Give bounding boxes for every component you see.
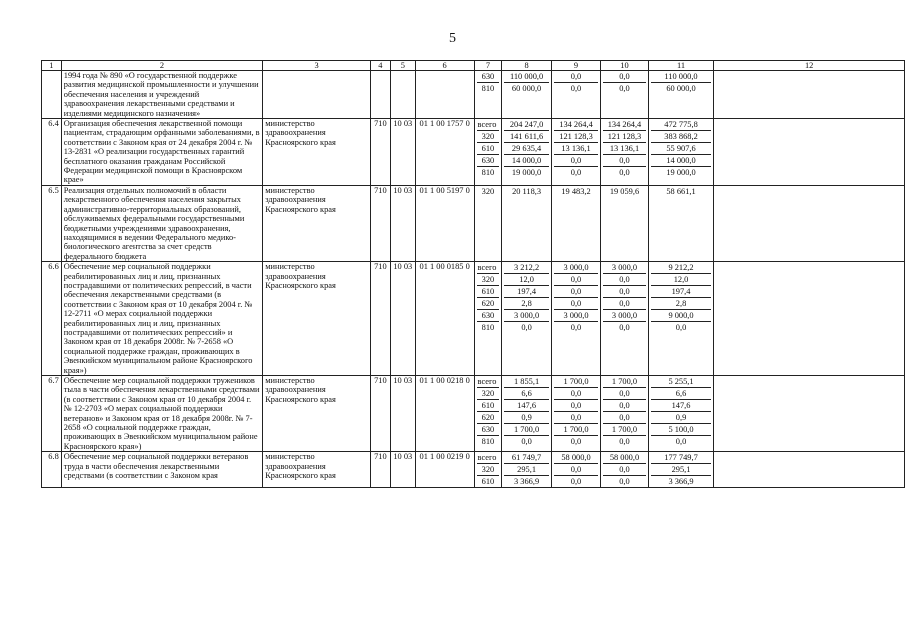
- section-code: [390, 71, 415, 119]
- amount-year-3: 0,0: [603, 388, 646, 400]
- expense-type-code: 620: [477, 411, 500, 423]
- responsible-ministry: министерство здравоохранения Красноярского края: [263, 185, 371, 261]
- responsible-ministry: министерство здравоохранения Красноярского края: [263, 376, 371, 452]
- amount-year-1: 3 000,0: [504, 310, 548, 322]
- notes-cell: [714, 376, 905, 452]
- amount-year-3: 121 128,3: [603, 131, 646, 143]
- section-code: 10 03: [390, 452, 415, 488]
- amount-year-2: 58 000,0: [554, 452, 598, 464]
- amount-total-cell: [648, 376, 714, 452]
- expense-type-code: всего: [477, 453, 497, 463]
- amount-total: 3 366,9: [668, 477, 694, 487]
- amount-year-3-cell: [601, 185, 649, 261]
- amount-year-2: 0,0: [554, 400, 598, 412]
- measure-name: Организация обеспечения лекарственной помощи пациентам, страдающим орфанными заболеваниями, в соответствии с Законом края от 24 декабря 2004 г. № 13-2831 «О реализации государственных гарантий бесплатного оказания гражданам Российской Федерации медицинской помощи в Красноярском крае»: [61, 119, 262, 186]
- amount-year-1: 3 366,9: [514, 477, 540, 487]
- expense-type-code: 620: [477, 297, 500, 309]
- amount-year-1: 14 000,0: [504, 155, 548, 167]
- amount-year-1: 295,1: [504, 464, 548, 476]
- amount-year-2: 1 700,0: [554, 376, 598, 388]
- column-header-1: 1: [42, 61, 62, 71]
- amount-total-cell: [648, 452, 714, 488]
- amount-total: 9 000,0: [651, 310, 712, 322]
- amount-year-1: 1 855,1: [504, 376, 548, 388]
- budget-table: [41, 60, 905, 488]
- ministry-code: [370, 71, 390, 119]
- responsible-ministry: министерство здравоохранения Красноярского края: [263, 452, 371, 488]
- amount-year-1: 29 635,4: [504, 143, 548, 155]
- page-number: 5: [449, 31, 456, 46]
- measure-name: Обеспечение мер социальной поддержки реабилитированных лиц и лиц, признанных пострадавшими от политических репрессий, в части обеспечения лекарственными средствами (в соответствии с Законом края от 10 декабря 2004 г. № 12-2711 «О мерах социальной поддержки реабилитированных лиц и лиц, признанных пострадавшими от политических репрессий» и Законом края от 18 декабря 2008г. № 7-2658 «О социальной поддержке граждан, проживающих в Эвенкийском муниципальном районе Красноярского края»): [61, 262, 262, 376]
- amount-year-2-cell: [551, 262, 600, 376]
- amount-year-2-cell: [551, 452, 600, 488]
- amount-year-3-cell: [601, 376, 649, 452]
- amount-year-3: 1 700,0: [603, 376, 646, 388]
- amount-total: 383 868,2: [651, 131, 712, 143]
- amount-year-1-cell: [502, 452, 551, 488]
- row-number: 6.4: [42, 119, 62, 186]
- ministry-code: 710: [370, 119, 390, 186]
- expense-type-code: 630: [477, 309, 500, 321]
- amount-year-2: 0,0: [570, 168, 582, 178]
- column-header-12: 12: [714, 61, 905, 71]
- amount-year-3: 3 000,0: [603, 262, 646, 274]
- expense-type-code: 610: [477, 475, 500, 487]
- measure-name: Обеспечение мер социальной поддержки тружеников тыла в части обеспечения лекарственными средствами (в соответствии с Законом края от 10 декабря 2004 г. № 12-2703 «О мерах социальной поддержки ветеранов» и Законом края от 18 декабря 2008г. № 7-2658 «О социальной поддержке граждан, проживающих в Эвенкийском муниципальном районе Красноярского края»): [61, 376, 262, 452]
- column-header-2: 2: [61, 61, 262, 71]
- amount-year-3: 19 059,6: [609, 186, 640, 196]
- expense-type-code-cell: [474, 119, 502, 186]
- amount-total: 197,4: [651, 286, 712, 298]
- amount-year-1: 12,0: [504, 274, 548, 286]
- target-article-code: 01 1 00 0185 0: [415, 262, 474, 376]
- table-row: [42, 452, 905, 488]
- amount-year-2: 19 483,2: [561, 186, 591, 196]
- amount-year-2: 0,0: [570, 437, 582, 446]
- amount-year-3: 0,0: [619, 477, 630, 487]
- amount-year-1: 0,0: [521, 437, 532, 446]
- amount-total: 6,6: [651, 388, 712, 400]
- amount-total: 295,1: [651, 464, 712, 476]
- expense-type-code: 810: [477, 435, 500, 447]
- amount-year-2: 0,0: [570, 477, 582, 487]
- amount-year-2-cell: [551, 376, 600, 452]
- amount-year-3-cell: [601, 452, 649, 488]
- measure-name: 1994 года № 890 «О государственной поддержке развития медицинской промышленности и улучшении обеспечения населения и учреждений здравоохранения лекарственными средствами и изделиями медицинского назначения»: [61, 71, 262, 119]
- column-header-7: 7: [474, 61, 502, 71]
- expense-type-code: 810: [477, 321, 500, 333]
- amount-year-2: 134 264,4: [554, 119, 598, 131]
- amount-year-3: 0,0: [619, 437, 630, 446]
- amount-year-1: 204 247,0: [504, 119, 548, 131]
- amount-year-2: 13 136,1: [554, 143, 598, 155]
- amount-year-1: 61 749,7: [504, 452, 548, 464]
- notes-cell: [714, 71, 905, 119]
- amount-year-3: 3 000,0: [603, 310, 646, 322]
- amount-total-cell: [648, 185, 714, 261]
- notes-cell: [714, 185, 905, 261]
- expense-type-code: 810: [477, 82, 500, 94]
- expense-type-code-cell: [474, 185, 502, 261]
- row-number: 6.8: [42, 452, 62, 488]
- amount-total: 0,0: [675, 323, 687, 333]
- amount-year-3: 0,0: [603, 286, 646, 298]
- amount-total: 0,9: [651, 412, 712, 424]
- column-number-header: [42, 61, 905, 71]
- section-code: 10 03: [390, 262, 415, 376]
- amount-year-1-cell: [502, 262, 551, 376]
- amount-year-1: 110 000,0: [504, 71, 548, 83]
- amount-year-1: 60 000,0: [511, 84, 542, 93]
- target-article-code: 01 1 00 5197 0: [415, 185, 474, 261]
- amount-total: 55 907,6: [651, 143, 712, 155]
- amount-year-3: 0,0: [603, 400, 646, 412]
- amount-total: 177 749,7: [651, 452, 712, 464]
- amount-year-2: 0,0: [554, 298, 598, 310]
- amount-total: 12,0: [651, 274, 712, 286]
- amount-year-2: 3 000,0: [554, 310, 598, 322]
- amount-year-3: 0,0: [603, 412, 646, 424]
- table-row: [42, 119, 905, 186]
- expense-type-code: 320: [481, 186, 495, 196]
- amount-year-2: 0,0: [570, 323, 582, 333]
- notes-cell: [714, 452, 905, 488]
- amount-total: 110 000,0: [651, 71, 712, 83]
- expense-type-code: 320: [477, 130, 500, 142]
- target-article-code: 01 1 00 0219 0: [415, 452, 474, 488]
- table-row: [42, 376, 905, 452]
- amount-year-1-cell: [502, 185, 551, 261]
- table-row: [42, 185, 905, 261]
- amount-year-1-cell: [502, 376, 551, 452]
- row-number: 6.7: [42, 376, 62, 452]
- amount-year-1: 141 611,6: [504, 131, 548, 143]
- amount-year-3-cell: [601, 262, 649, 376]
- notes-cell: [714, 119, 905, 186]
- expense-type-code: 630: [477, 154, 500, 166]
- amount-total: 0,0: [675, 437, 687, 446]
- expense-type-code-cell: [474, 262, 502, 376]
- amount-year-1: 197,4: [504, 286, 548, 298]
- amount-year-1-cell: [502, 71, 551, 119]
- amount-year-3: 13 136,1: [603, 143, 646, 155]
- amount-year-1: 6,6: [504, 388, 548, 400]
- table-row: [42, 71, 905, 119]
- amount-year-3: 0,0: [619, 323, 630, 333]
- expense-type-code: 320: [477, 387, 500, 399]
- amount-year-2: 0,0: [554, 286, 598, 298]
- amount-year-3: 0,0: [619, 168, 630, 178]
- amount-year-2: 0,0: [554, 388, 598, 400]
- amount-total: 14 000,0: [651, 155, 712, 167]
- amount-total: 9 212,2: [651, 262, 712, 274]
- row-number: [42, 71, 62, 119]
- amount-total: 60 000,0: [666, 84, 696, 93]
- amount-total: 472 775,8: [651, 119, 712, 131]
- expense-type-code: 630: [477, 423, 500, 435]
- amount-year-3: 0,0: [619, 84, 630, 93]
- amount-total-cell: [648, 262, 714, 376]
- amount-total: 19 000,0: [666, 168, 696, 178]
- expense-type-code-cell: [474, 452, 502, 488]
- amount-total-cell: [648, 119, 714, 186]
- expense-type-code: 610: [477, 285, 500, 297]
- amount-total: 147,6: [651, 400, 712, 412]
- column-header-10: 10: [601, 61, 649, 71]
- table-row: [42, 262, 905, 376]
- amount-year-3: 1 700,0: [603, 424, 646, 436]
- column-header-5: 5: [390, 61, 415, 71]
- amount-year-2-cell: [551, 119, 600, 186]
- amount-year-2-cell: [551, 185, 600, 261]
- ministry-code: 710: [370, 452, 390, 488]
- amount-year-1: 20 118,3: [512, 186, 542, 196]
- amount-year-2: 0,0: [570, 84, 582, 93]
- amount-year-2: 0,0: [554, 71, 598, 83]
- expense-type-code: всего: [477, 377, 497, 386]
- ministry-code: 710: [370, 262, 390, 376]
- measure-name: Реализация отдельных полномочий в области лекарственного обеспечения населения закрытых административно-территориальных образований, обслуживаемых федеральными государственными бюджетными учреждениями здравоохранения, находящимися в ведении Федерального медико-биологического агентства за счет средств федерального бюджета: [61, 185, 262, 261]
- expense-type-code: 320: [477, 463, 500, 475]
- expense-type-code: 320: [477, 273, 500, 285]
- column-header-4: 4: [370, 61, 390, 71]
- amount-total-cell: [648, 71, 714, 119]
- expense-type-code: всего: [477, 120, 497, 130]
- column-header-8: 8: [502, 61, 551, 71]
- expense-type-code-cell: [474, 376, 502, 452]
- section-code: 10 03: [390, 376, 415, 452]
- amount-year-3-cell: [601, 71, 649, 119]
- column-header-6: 6: [415, 61, 474, 71]
- amount-year-1: 0,0: [521, 323, 532, 333]
- ministry-code: 710: [370, 376, 390, 452]
- amount-year-1: 0,9: [504, 412, 548, 424]
- column-header-11: 11: [648, 61, 714, 71]
- expense-type-code: 810: [477, 166, 500, 178]
- amount-year-1-cell: [502, 119, 551, 186]
- amount-total: 5 100,0: [651, 424, 712, 436]
- amount-year-3: 0,0: [603, 298, 646, 310]
- target-article-code: 01 1 00 1757 0: [415, 119, 474, 186]
- ministry-code: 710: [370, 185, 390, 261]
- amount-year-2: 0,0: [554, 412, 598, 424]
- amount-year-2: 0,0: [554, 274, 598, 286]
- responsible-ministry: министерство здравоохранения Красноярского края: [263, 119, 371, 186]
- section-code: 10 03: [390, 185, 415, 261]
- amount-year-2: 121 128,3: [554, 131, 598, 143]
- amount-year-2: 1 700,0: [554, 424, 598, 436]
- amount-year-2: 3 000,0: [554, 262, 598, 274]
- column-header-3: 3: [263, 61, 371, 71]
- amount-year-1: 2,8: [504, 298, 548, 310]
- column-header-9: 9: [551, 61, 600, 71]
- row-number: 6.5: [42, 185, 62, 261]
- responsible-ministry: министерство здравоохранения Красноярского края: [263, 262, 371, 376]
- responsible-ministry: [263, 71, 371, 119]
- amount-year-3: 0,0: [603, 274, 646, 286]
- amount-year-2: 0,0: [554, 464, 598, 476]
- notes-cell: [714, 262, 905, 376]
- amount-total: 5 255,1: [651, 376, 712, 388]
- amount-year-1: 3 212,2: [504, 262, 548, 274]
- amount-year-3: 58 000,0: [603, 452, 646, 464]
- section-code: 10 03: [390, 119, 415, 186]
- expense-type-code: 630: [481, 72, 495, 81]
- expense-type-code-cell: [474, 71, 502, 119]
- expense-type-code: 610: [477, 399, 500, 411]
- amount-year-3: 0,0: [603, 464, 646, 476]
- amount-year-2-cell: [551, 71, 600, 119]
- amount-year-1: 19 000,0: [511, 168, 542, 178]
- target-article-code: 01 1 00 0218 0: [415, 376, 474, 452]
- amount-year-2: 0,0: [554, 155, 598, 167]
- amount-total: 58 661,1: [666, 186, 696, 196]
- amount-year-1: 1 700,0: [504, 424, 548, 436]
- row-number: 6.6: [42, 262, 62, 376]
- measure-name: Обеспечение мер социальной поддержки ветеранов труда в части обеспечения лекарственными средствами (в соответствии с Законом края: [61, 452, 262, 488]
- amount-year-3: 0,0: [603, 155, 646, 167]
- amount-year-3: 134 264,4: [603, 119, 646, 131]
- amount-year-1: 147,6: [504, 400, 548, 412]
- expense-type-code: 610: [477, 142, 500, 154]
- expense-type-code: всего: [477, 263, 497, 273]
- amount-total: 2,8: [651, 298, 712, 310]
- amount-year-3: 0,0: [603, 71, 646, 83]
- target-article-code: [415, 71, 474, 119]
- amount-year-3-cell: [601, 119, 649, 186]
